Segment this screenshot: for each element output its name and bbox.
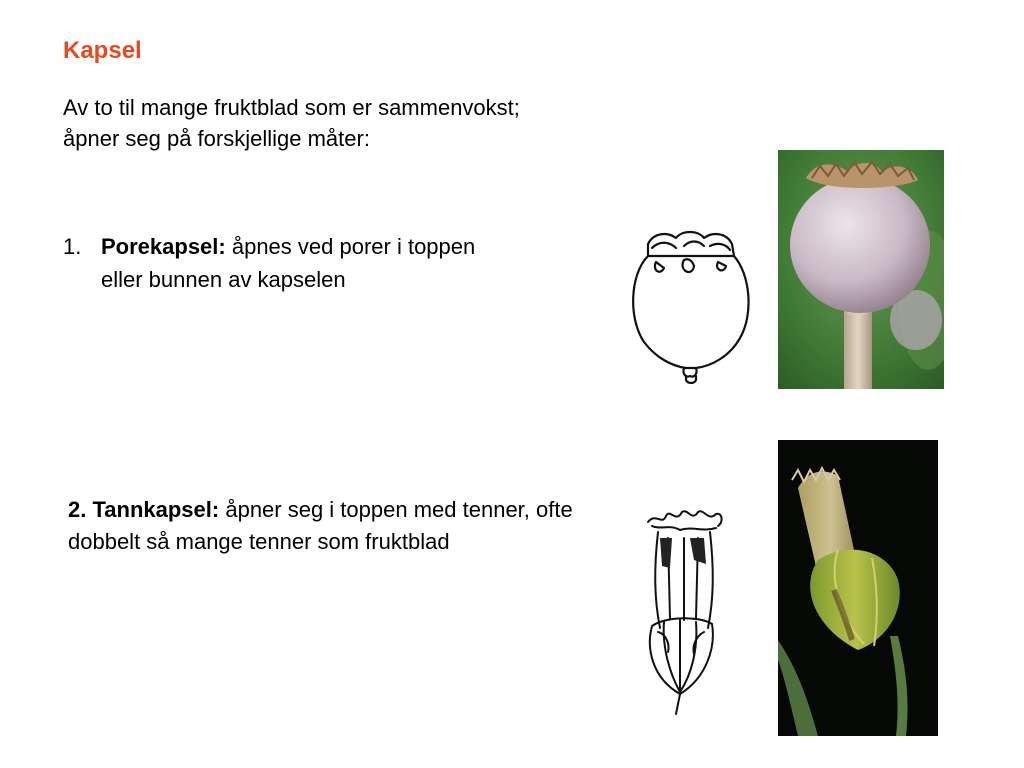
item-number: 1. xyxy=(63,234,82,259)
tannkapsel-photo xyxy=(778,440,938,736)
list-item-tannkapsel xyxy=(68,494,628,558)
slide-title: Kapsel xyxy=(63,37,142,64)
item-description: åpnes ved porer i toppen eller bunnen av kapselen xyxy=(101,234,476,292)
tannkapsel-drawing xyxy=(640,508,730,718)
item-number: 2. xyxy=(68,497,87,522)
item-term: Tannkapsel: xyxy=(92,497,220,522)
list-item-porekapsel xyxy=(63,230,503,296)
item-text xyxy=(101,230,503,296)
porekapsel-drawing xyxy=(626,226,756,386)
item-description: åpner seg i toppen med tenner, ofte dobbelt så mange tenner som fruktblad xyxy=(68,497,573,554)
item-term: Porekapsel: xyxy=(101,234,226,259)
intro-text: Av to til mange fruktblad som er sammenvokst; åpner seg på forskjellige måter: xyxy=(63,95,520,151)
poppy-capsule-photo xyxy=(778,150,944,389)
